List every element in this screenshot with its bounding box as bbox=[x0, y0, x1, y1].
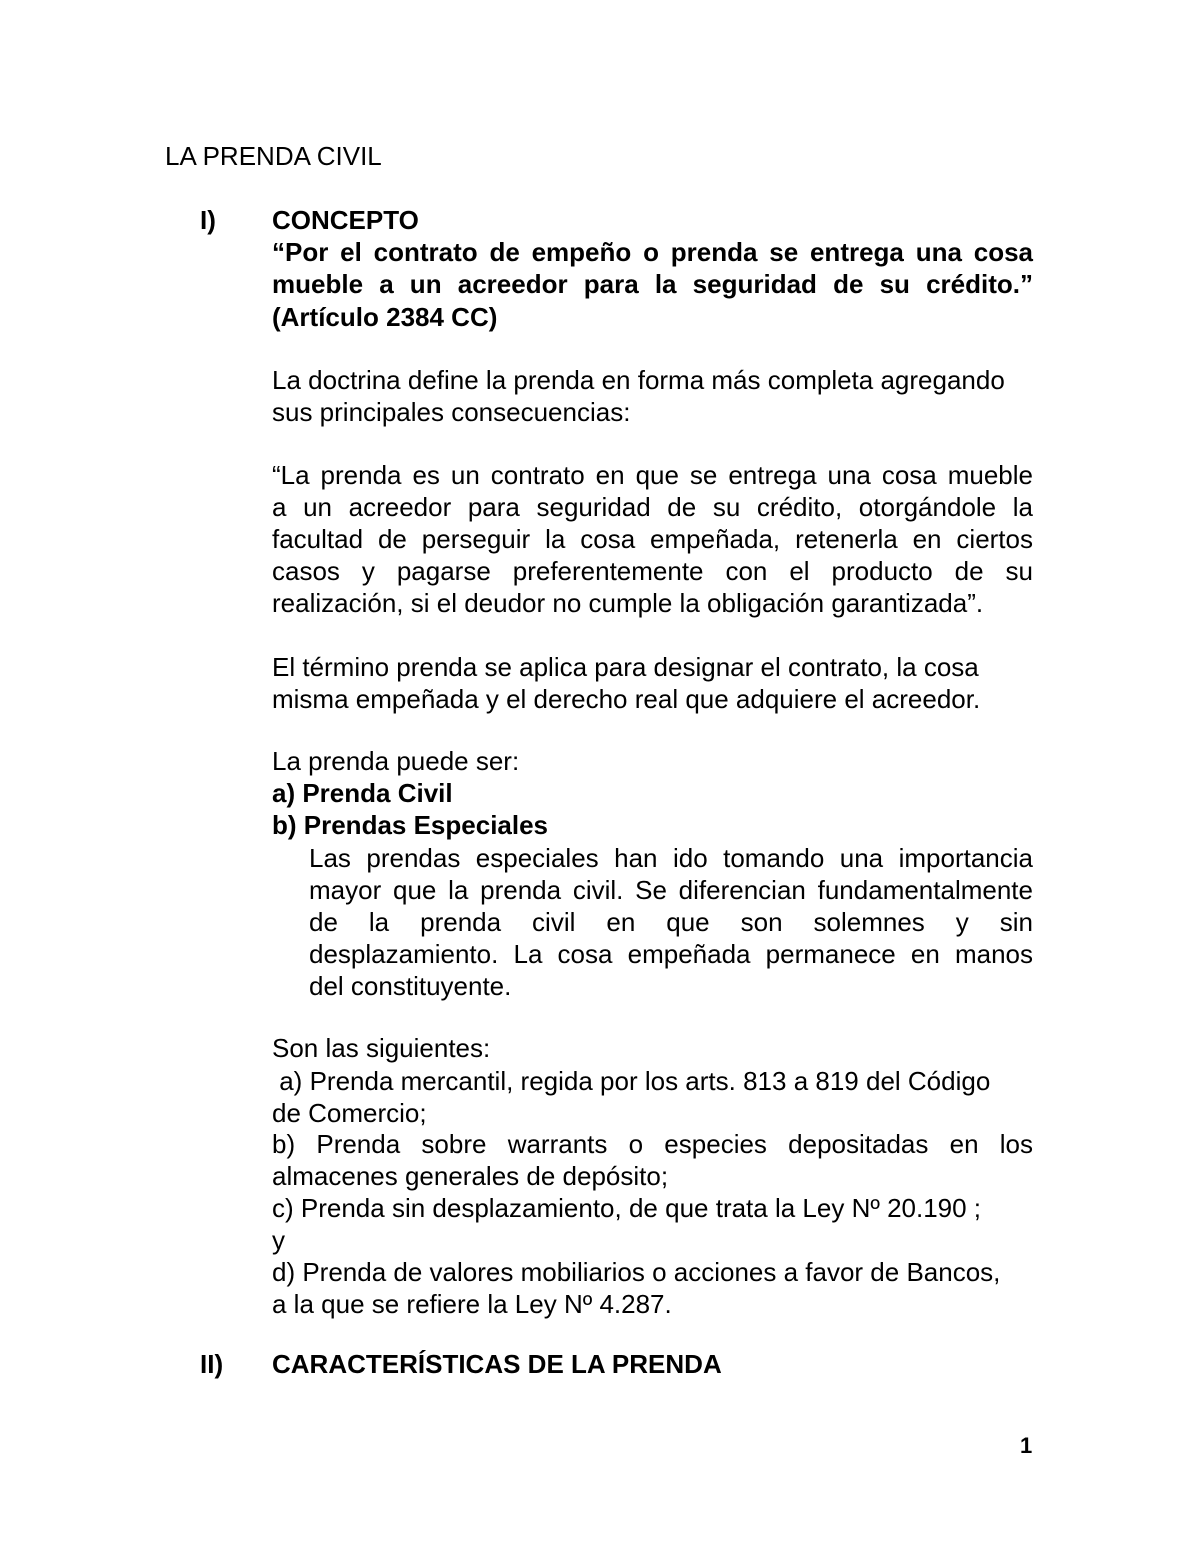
doctrine-line-1: La doctrina define la prenda en forma más completa agregando bbox=[272, 365, 1005, 395]
term-line-2: misma empeñada y el derecho real que adquiere el acreedor. bbox=[272, 684, 981, 714]
definition-line-3: facultad de perseguir la cosa empeñada, retenerla en ciertos bbox=[272, 524, 1033, 554]
page-number: 1 bbox=[1020, 1433, 1033, 1458]
special-line-2: mayor que la prenda civil. Se diferencian fundamentalmente bbox=[309, 875, 1033, 905]
article-citation: (Artículo 2384 CC) bbox=[272, 302, 498, 332]
list-item-c-line-2: y bbox=[272, 1225, 285, 1255]
list-item-b-line-2: almacenes generales de depósito; bbox=[272, 1161, 669, 1191]
list-intro: Son las siguientes: bbox=[272, 1033, 491, 1063]
section-1-heading: CONCEPTO bbox=[272, 205, 419, 235]
document-title: LA PRENDA CIVIL bbox=[165, 141, 382, 171]
special-line-1: Las prendas especiales han ido tomando una importancia bbox=[309, 843, 1033, 873]
law-quote-line-2: mueble a un acreedor para la seguridad de su crédito.” bbox=[272, 269, 1033, 299]
type-b-special: b) Prendas Especiales bbox=[272, 810, 549, 840]
list-item-a-line-2: de Comercio; bbox=[272, 1098, 427, 1128]
special-line-5: del constituyente. bbox=[309, 971, 512, 1001]
section-2-number: II) bbox=[200, 1349, 224, 1379]
section-2-heading: CARACTERÍSTICAS DE LA PRENDA bbox=[272, 1349, 722, 1379]
law-quote-line-1: “Por el contrato de empeño o prenda se entrega una cosa bbox=[272, 237, 1033, 267]
list-item-d-line-2: a la que se refiere la Ley Nº 4.287. bbox=[272, 1289, 672, 1319]
special-line-4: desplazamiento. La cosa empeñada permanece en manos bbox=[309, 939, 1033, 969]
doctrine-line-2: sus principales consecuencias: bbox=[272, 397, 631, 427]
types-intro: La prenda puede ser: bbox=[272, 746, 520, 776]
definition-line-4: casos y pagarse preferentemente con el producto de su bbox=[272, 556, 1033, 586]
list-item-d-line-1: d) Prenda de valores mobiliarios o acciones a favor de Bancos, bbox=[272, 1257, 1001, 1287]
definition-line-1: “La prenda es un contrato en que se entrega una cosa mueble bbox=[272, 460, 1033, 490]
list-item-a-line-1: a) Prenda mercantil, regida por los arts. 813 a 819 del Código bbox=[272, 1066, 991, 1096]
section-1-number: I) bbox=[200, 205, 216, 235]
list-item-b-line-1: b) Prenda sobre warrants o especies depositadas en los bbox=[272, 1129, 1033, 1159]
type-a-civil: a) Prenda Civil bbox=[272, 778, 453, 808]
term-line-1: El término prenda se aplica para designar el contrato, la cosa bbox=[272, 652, 979, 682]
definition-line-5: realización, si el deudor no cumple la obligación garantizada”. bbox=[272, 588, 984, 618]
list-item-c-line-1: c) Prenda sin desplazamiento, de que trata la Ley Nº 20.190 ; bbox=[272, 1193, 982, 1223]
definition-line-2: a un acreedor para seguridad de su crédito, otorgándole la bbox=[272, 492, 1033, 522]
special-line-3: de la prenda civil en que son solemnes y sin bbox=[309, 907, 1033, 937]
